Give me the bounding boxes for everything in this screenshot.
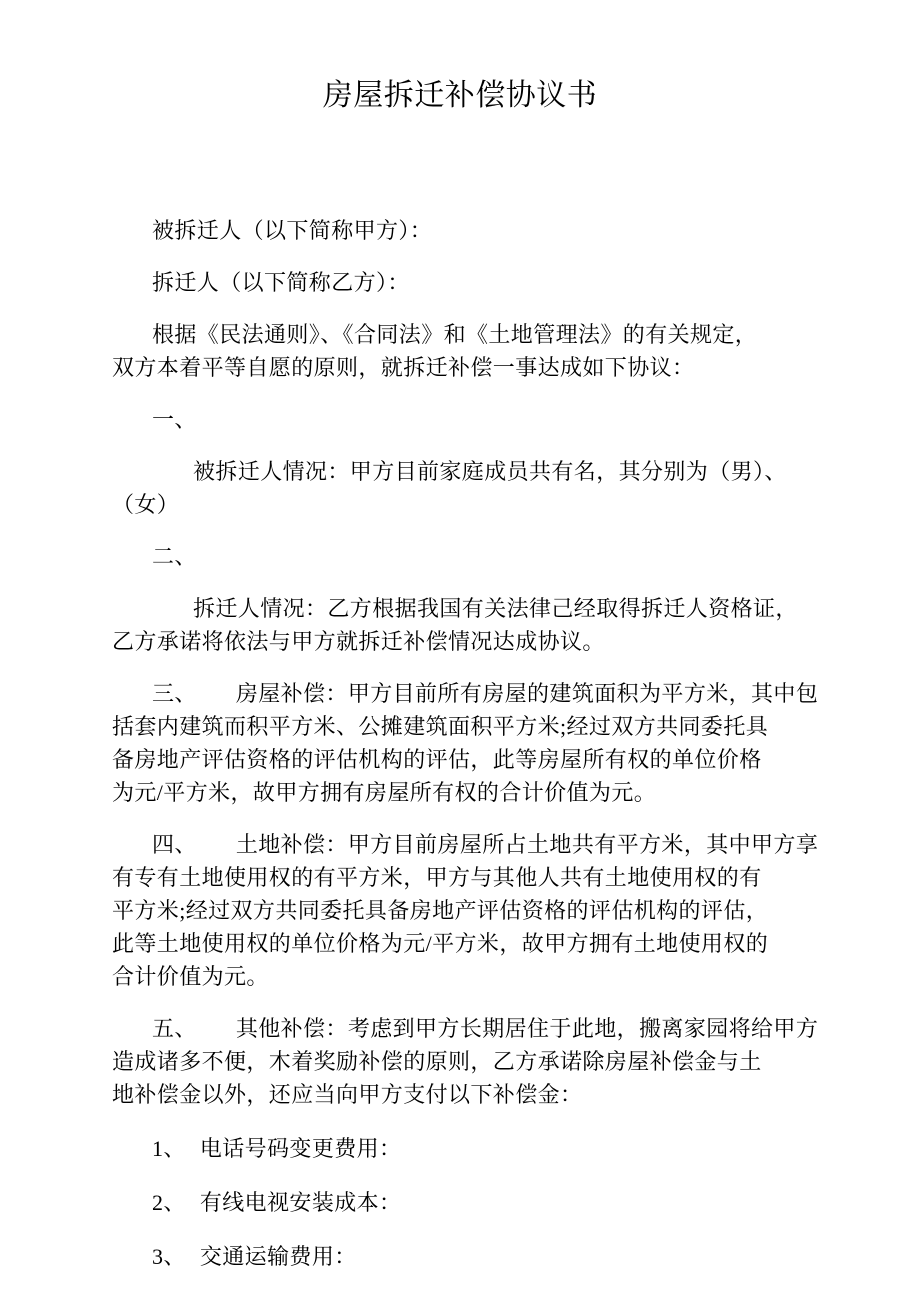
paragraph-fee-2 <box>112 1186 820 1219</box>
document-title: 房屋拆迁补偿协议书 <box>322 79 598 112</box>
clause-4-line-1 <box>112 828 820 861</box>
clause-5-heading-text: 其他补偿：考虑到甲方长期居住于此地，搬离家园将给甲方 <box>235 1016 819 1041</box>
clause-4-number: 四、 <box>152 832 197 857</box>
clause-3-number: 三、 <box>152 681 197 706</box>
clause-1-line-1: 被拆迁人情况：甲方目前家庭成员共有名，其分别为（男）、 <box>193 459 787 484</box>
fee-1-label: 电话号码变更费用： <box>199 1136 402 1161</box>
clause-5-line-3: 地补偿金以外，还应当向甲方支付以下补偿金： <box>112 1082 583 1107</box>
paragraph-party-b <box>112 266 820 299</box>
clause-4-heading-text: 土地补偿：甲方目前房屋所占土地共有平方米，其中甲方享 <box>235 832 819 857</box>
party-b-line: 拆迁人（以下简称乙方）： <box>152 270 410 295</box>
clause-4-line-2: 有专有土地使用权的有平方米，甲方与其他人共有土地使用权的有 <box>112 865 762 890</box>
clause-2-line-2: 乙方承诺将依法与甲方就拆迁补偿情况达成协议。 <box>112 629 605 654</box>
paragraph-clause-3 <box>112 677 820 809</box>
clause-3-line-2: 括套内建筑而积平方米、公摊建筑面积平方米;经过双方共同委托具 <box>112 714 769 739</box>
clause-3-heading-text: 房屋补偿：甲方目前所有房屋的建筑面积为平方米，其中包 <box>235 681 819 706</box>
clause-4-line-3: 平方米;经过双方共同委托具备房地产评估资格的评估机构的评估， <box>112 898 769 923</box>
paragraph-clause-5 <box>112 1012 820 1111</box>
preamble-line-1: 根据《民法通则》、《合同法》和《土地管理法》的有关规定， <box>152 322 758 347</box>
fee-item-3 <box>112 1240 820 1273</box>
paragraph-clause-1-body <box>112 455 820 521</box>
clause-5-line-1 <box>112 1012 820 1045</box>
clause-3-line-4: 为元/平方米，故甲方拥有房屋所有权的合计价值为元。 <box>112 780 657 805</box>
paragraph-clause-2-body <box>112 592 820 658</box>
clause-2-number: 二、 <box>152 544 197 569</box>
clause-1-number: 一、 <box>152 407 197 432</box>
paragraph-preamble <box>112 318 820 384</box>
paragraph-clause-1-marker <box>112 403 820 436</box>
paragraph-clause-4 <box>112 828 820 993</box>
clause-3-line-1 <box>112 677 820 710</box>
clause-2-line-1: 拆迁人情况：乙方根据我国有关法律己经取得拆迁人资格证， <box>193 596 798 621</box>
fee-2-label: 有线电视安装成本： <box>199 1190 402 1215</box>
paragraph-fee-1 <box>112 1132 820 1165</box>
preamble-line-2: 双方本着平等自愿的原则，就拆迁补偿一事达成如下协议： <box>112 355 695 380</box>
document-body <box>0 214 920 1273</box>
fee-item-1 <box>112 1132 820 1165</box>
fee-3-label: 交通运输费用： <box>199 1244 357 1269</box>
fee-1-number: 1、 <box>152 1136 186 1161</box>
fee-3-number: 3、 <box>152 1244 186 1269</box>
clause-5-line-2: 造成诸多不便，木着奖励补偿的原则，乙方承诺除房屋补偿金与土 <box>112 1049 762 1074</box>
fee-2-number: 2、 <box>152 1190 186 1215</box>
clause-1-line-2: （女） <box>112 492 180 517</box>
clause-3-line-3: 备房地产评估资格的评估机构的评估，此等房屋所有权的单位价格 <box>112 747 762 772</box>
clause-5-number: 五、 <box>152 1016 197 1041</box>
clause-4-line-4: 此等土地使用权的单位价格为元/平方米，故甲方拥有土地使用权的 <box>112 931 769 956</box>
fee-item-2 <box>112 1186 820 1219</box>
party-a-line: 被拆迁人（以下简称甲方）： <box>152 218 433 243</box>
paragraph-party-a <box>112 214 820 247</box>
clause-4-line-5: 合计价值为元。 <box>112 964 269 989</box>
paragraph-fee-3 <box>112 1240 820 1273</box>
paragraph-clause-2-marker <box>112 540 820 573</box>
